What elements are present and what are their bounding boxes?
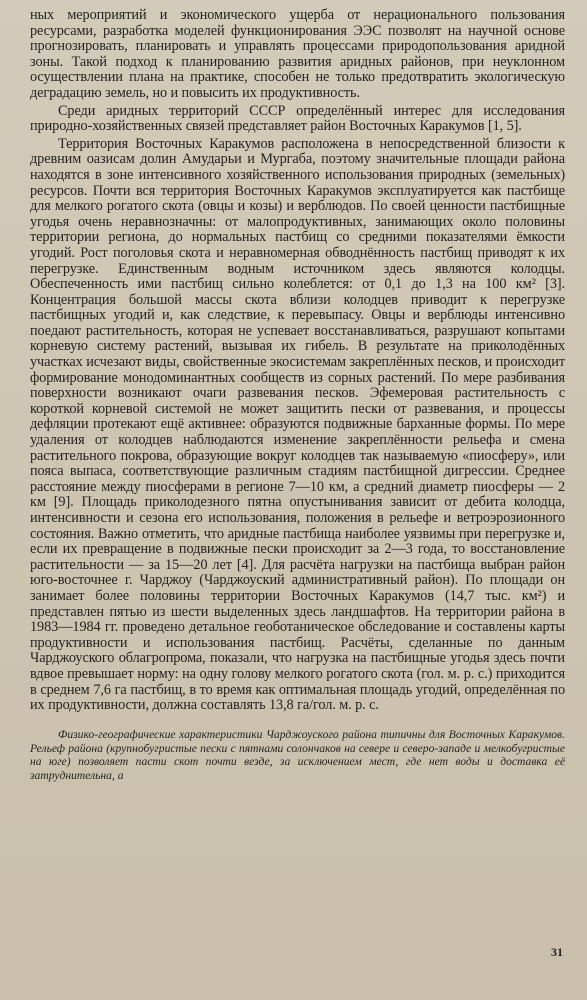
paragraph-continuation: ных мероприятий и экономического ущерба от нерационального пользования ресурсами, разработка моделей функционирования ЭЭС позволят на научной основе прогнозировать, планировать и управлять процессами природопользования аридной зоны. Такой подход к планированию развития аридных районов, при неуклонном осуществлении плана на практике, способен не только предотвратить экологическую деградацию земель, но и повысить их продуктивность.: [30, 7, 565, 101]
body-text: [30, 8, 565, 714]
paragraph-east-karakum: Территория Восточных Каракумов расположена в непосредственной близости к древним оазисам долин Амударьи и Мургаба, поэтому значительные площади района находятся в зоне интенсивного хозяйственного использования природных (земельных) ресурсов. Почти вся территория Восточных Каракумов эксплуатируется как пастбище для мелкого рогатого скота (овцы и козы) и верблюдов. По своей ценности пастбищные угодья очень неравнозначны: от малопродуктивных, занимающих около половины территории региона, до нормальных пастбищ со средними показателями ёмкости угодий. Рост поголовья скота и неравномерная обводнённость пастбищ приводят к их перегрузке. Единственным водным источником здесь являются колодцы. Обеспеченность ими пастбищ сильно колеблется: от 0,1 до 1,3 на 100 км² [3]. Концентрация большой массы скота вблизи колодцев приводит к перегрузке пастбищных угодий и, как следствие, к перевыпасу. Овцы и верблюды интенсивно поедают растительность, которая не успевает восстанавливаться, разрушают копытами корневую систему растений, вызывая их гибель. В результате на приколодённых участках исчезают виды, свойственные экосистемам закреплённых песков, и происходит формирование монодоминантных сообществ из сорных растений. По мере разбивания поверхности возникают очаги развевания песков. Эфемеровая растительность с короткой корневой системой не может защитить пески от развевания, и процессы дефляции протекают ещё активнее: образуются подвижные барханные формы. По мере удаления от колодцев наблюдаются изменение закреплённости рельефа и смена растительного покрова, образующие вокруг колодцев так называемую «пиосферу», или пояса выпаса, соответствующие различным стадиям пастбищной дигрессии. Среднее расстояние между пиосферами в регионе 7—10 км, а средний диаметр пиосферы — 2 км [9]. Площадь приколодезного пятна опустынивания зависит от дебита колодца, интенсивности и сезона его использования, положения в рельефе и ветроэрозионного состояния. Важно отметить, что аридные пастбища наиболее уязвимы при перегрузке и, если их превращение в подвижные пески происходит за 2—3 года, то восстановление растительности — за 15—20 лет [4]. Для расчёта нагрузки на пастбища выбран район юго-восточнее г. Чарджоу (Чарджоуский административный район). По площади он занимает более половины территории Восточных Каракумов (14,7 тыс. км²) и представлен пятью из шести выделенных здесь ландшафтов. На территории района в 1983—1984 гг. проведено детальное геоботаническое обследование и составлены карты продуктивности и использования пастбищ. Расчёты, сделанные по данным Чарджоуского облагропрома, показали, что нагрузка на пастбищные угодья здесь почти вдвое превышает норму: на одну голову мелкого рогатого скота (гол. м. р. с.) приходится в среднем 7,6 га пастбищ, в то время как оптимальная площадь угодий, определённая по их продуктивности, должна составлять 13,8 га/гол. м. р. с.: [30, 135, 565, 714]
paragraph-arid-territories: Среди аридных территорий СССР определённый интерес для исследования природно-хозяйственных связей представляет район Восточных Каракумов [1, 5].: [30, 102, 565, 135]
page-number: 31: [551, 945, 563, 959]
footnote-text: Физико-географические характеристики Чарджоуского района типичны для Восточных Каракумов. Рельеф района (крупнобугристые пески с пятнами солончаков на севере и северо-западе и мелкобугристые на юге) позволяет пасти скот почти везде, за исключением мест, где нет воды и доставка её затруднительна, а: [30, 727, 565, 783]
footnote-block: [30, 728, 565, 783]
